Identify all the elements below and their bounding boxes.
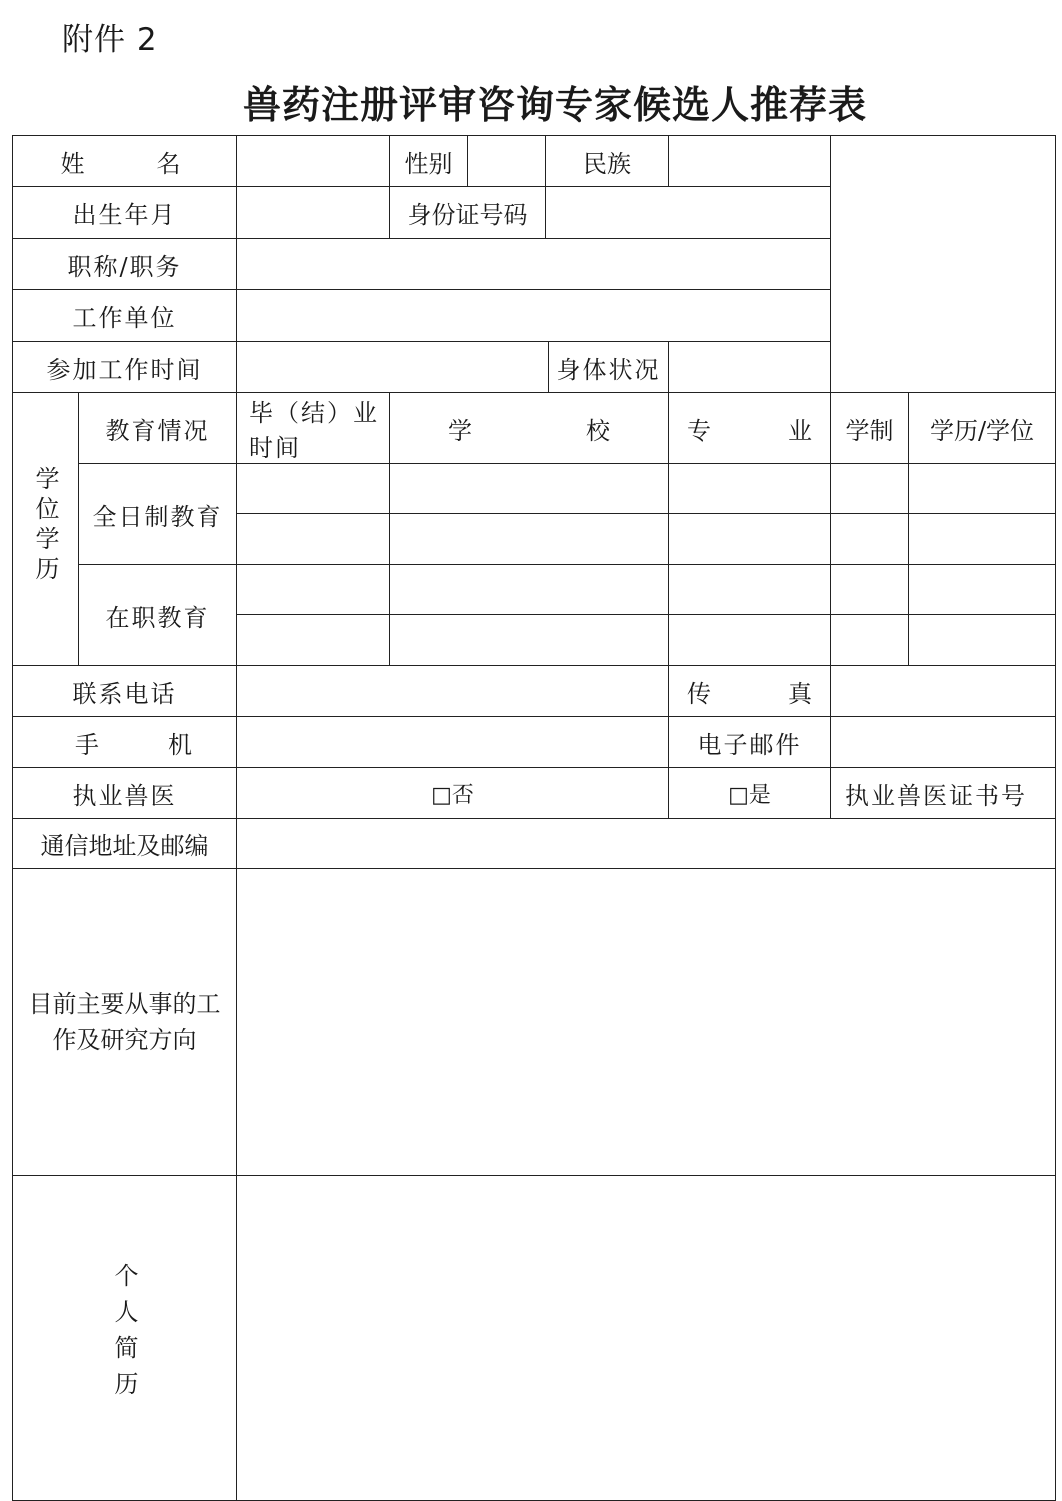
label-fax: 传 真 <box>669 666 831 717</box>
cell-onjob-2-degree[interactable] <box>909 615 1056 666</box>
label-education-section: 学位学历 <box>13 393 79 666</box>
cell-fulltime-1-time[interactable] <box>237 464 390 514</box>
input-work-start[interactable] <box>237 342 549 393</box>
label-health: 身体状况 <box>549 342 669 393</box>
cell-onjob-2-time[interactable] <box>237 615 390 666</box>
checkbox-vet-no[interactable]: □否 <box>237 768 669 819</box>
input-gender[interactable] <box>468 136 546 187</box>
input-resume[interactable] <box>237 1176 1056 1501</box>
input-work-unit[interactable] <box>237 290 831 342</box>
label-phone: 联系电话 <box>13 666 237 717</box>
cell-onjob-1-school[interactable] <box>390 565 669 615</box>
cell-onjob-2-duration[interactable] <box>831 615 909 666</box>
cell-onjob-1-duration[interactable] <box>831 565 909 615</box>
cell-fulltime-2-school[interactable] <box>390 514 669 565</box>
label-onjob-education: 在职教育 <box>79 565 237 666</box>
recommendation-form <box>12 135 1056 1501</box>
input-health[interactable] <box>669 342 831 393</box>
cell-onjob-1-degree[interactable] <box>909 565 1056 615</box>
attachment-label: 附件 2 <box>62 22 158 58</box>
label-major: 专 业 <box>669 393 831 464</box>
label-gender: 性别 <box>390 136 468 187</box>
label-resume: 个人简历 <box>13 1176 237 1501</box>
input-address[interactable] <box>237 819 1056 869</box>
input-fax[interactable] <box>831 666 1056 717</box>
input-ethnicity[interactable] <box>669 136 831 187</box>
input-email[interactable] <box>831 717 1056 768</box>
label-vet-license: 执业兽医 <box>13 768 237 819</box>
label-work-start: 参加工作时间 <box>13 342 237 393</box>
label-job-title: 职称/职务 <box>13 239 237 290</box>
label-duration: 学制 <box>831 393 909 464</box>
cell-fulltime-2-major[interactable] <box>669 514 831 565</box>
cell-fulltime-1-major[interactable] <box>669 464 831 514</box>
photo-area[interactable] <box>831 136 1056 393</box>
label-mobile: 手 机 <box>13 717 237 768</box>
cell-fulltime-2-duration[interactable] <box>831 514 909 565</box>
input-vet-cert-no[interactable]: 执业兽医证书号 <box>831 768 1056 819</box>
form-title: 兽药注册评审咨询专家候选人推荐表 <box>242 82 867 127</box>
label-ethnicity: 民族 <box>546 136 669 187</box>
cell-fulltime-2-time[interactable] <box>237 514 390 565</box>
cell-fulltime-1-degree[interactable] <box>909 464 1056 514</box>
input-phone[interactable] <box>237 666 669 717</box>
cell-onjob-1-time[interactable] <box>237 565 390 615</box>
label-research: 目前主要从事的工作及研究方向 <box>13 869 237 1176</box>
input-job-title[interactable] <box>237 239 831 290</box>
cell-onjob-2-school[interactable] <box>390 615 669 666</box>
cell-onjob-2-major[interactable] <box>669 615 831 666</box>
label-degree: 学历/学位 <box>909 393 1056 464</box>
input-mobile[interactable] <box>237 717 669 768</box>
input-birth[interactable] <box>237 187 390 239</box>
input-id-number[interactable] <box>546 187 831 239</box>
label-id-number: 身份证号码 <box>390 187 546 239</box>
label-email: 电子邮件 <box>669 717 831 768</box>
label-name: 姓 名 <box>13 136 237 187</box>
label-school: 学 校 <box>390 393 669 464</box>
label-address: 通信地址及邮编 <box>13 819 237 869</box>
cell-fulltime-1-school[interactable] <box>390 464 669 514</box>
label-birth: 出生年月 <box>13 187 237 239</box>
cell-fulltime-1-duration[interactable] <box>831 464 909 514</box>
label-work-unit: 工作单位 <box>13 290 237 342</box>
label-education-status: 教育情况 <box>79 393 237 464</box>
input-research[interactable] <box>237 869 1056 1176</box>
cell-fulltime-2-degree[interactable] <box>909 514 1056 565</box>
cell-onjob-1-major[interactable] <box>669 565 831 615</box>
checkbox-vet-yes[interactable]: □是 <box>669 768 831 819</box>
label-fulltime-education: 全日制教育 <box>79 464 237 565</box>
input-name[interactable] <box>237 136 390 187</box>
label-graduation-time: 毕（结）业时间 <box>237 393 390 464</box>
